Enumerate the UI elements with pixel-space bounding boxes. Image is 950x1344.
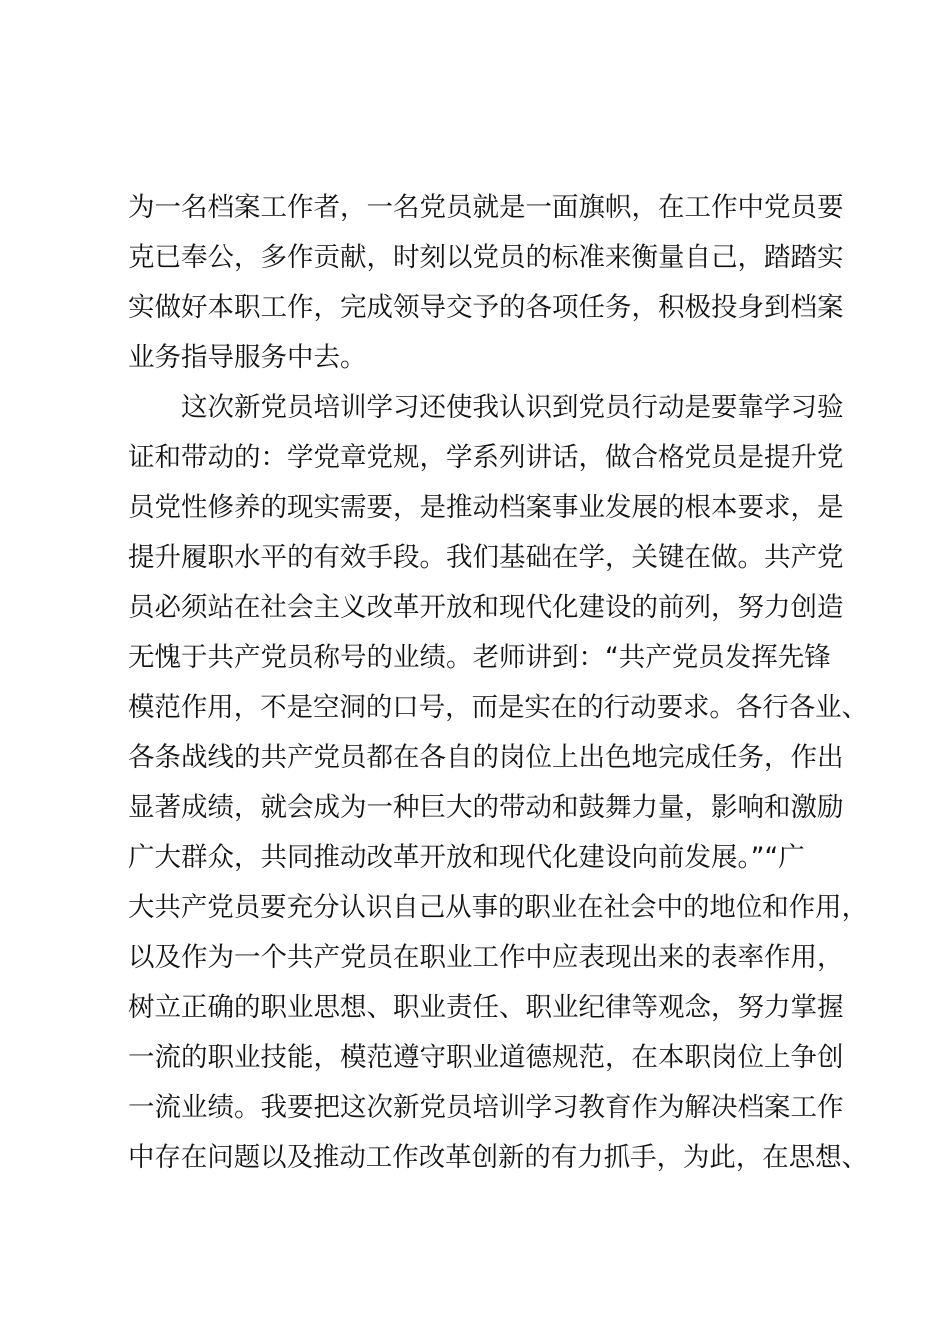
text-line: 一流业绩。我要把这次新党员培训学习教育作为解决档案工作 — [128, 1092, 844, 1123]
text-line: 员党性修养的现实需要，是推动档案事业发展的根本要求，是 — [128, 492, 844, 523]
text-line: 员必须站在社会主义改革开放和现代化建设的前列，努力创造 — [128, 592, 844, 623]
text-line: 这次新党员培训学习还使我认识到党员行动是要靠学习验 — [128, 392, 844, 423]
text-line: 各条战线的共产党员都在各自的岗位上出色地完成任务，作出 — [128, 742, 844, 773]
text-line: 业务指导服务中去。 — [128, 342, 367, 373]
text-line: 提升履职水平的有效手段。我们基础在学，关键在做。共产党 — [128, 542, 844, 573]
text-line: 为一名档案工作者，一名党员就是一面旗帜，在工作中党员要 — [128, 192, 844, 223]
text-line: 克已奉公，多作贡献，时刻以党员的标准来衡量自己，踏踏实 — [128, 242, 844, 273]
text-line: 树立正确的职业思想、职业责任、职业纪律等观念，努力掌握 — [128, 992, 844, 1023]
text-line: 广大群众，共同推动改革开放和现代化建设向前发展。”“广 — [128, 842, 805, 873]
text-line: 中存在问题以及推动工作改革创新的有力抓手，为此，在思想、 — [128, 1142, 868, 1173]
text-line: 以及作为一个共产党员在职业工作中应表现出来的表率作用， — [128, 942, 844, 973]
text-line: 无愧于共产党员称号的业绩。老师讲到：“共产党员发挥先锋 — [128, 642, 831, 673]
text-line: 显著成绩，就会成为一种巨大的带动和鼓舞力量，影响和激励 — [128, 792, 844, 823]
text-line: 证和带动的：学党章党规，学系列讲话，做合格党员是提升党 — [128, 442, 844, 473]
text-line: 大共产党员要充分认识自己从事的职业在社会中的地位和作用， — [128, 892, 868, 923]
text-line: 实做好本职工作，完成领导交予的各项任务，积极投身到档案 — [128, 292, 844, 323]
body-text — [128, 183, 868, 1183]
text-line: 一流的职业技能，模范遵守职业道德规范，在本职岗位上争创 — [128, 1042, 844, 1073]
text-line: 模范作用，不是空洞的口号，而是实在的行动要求。各行各业、 — [128, 692, 868, 723]
